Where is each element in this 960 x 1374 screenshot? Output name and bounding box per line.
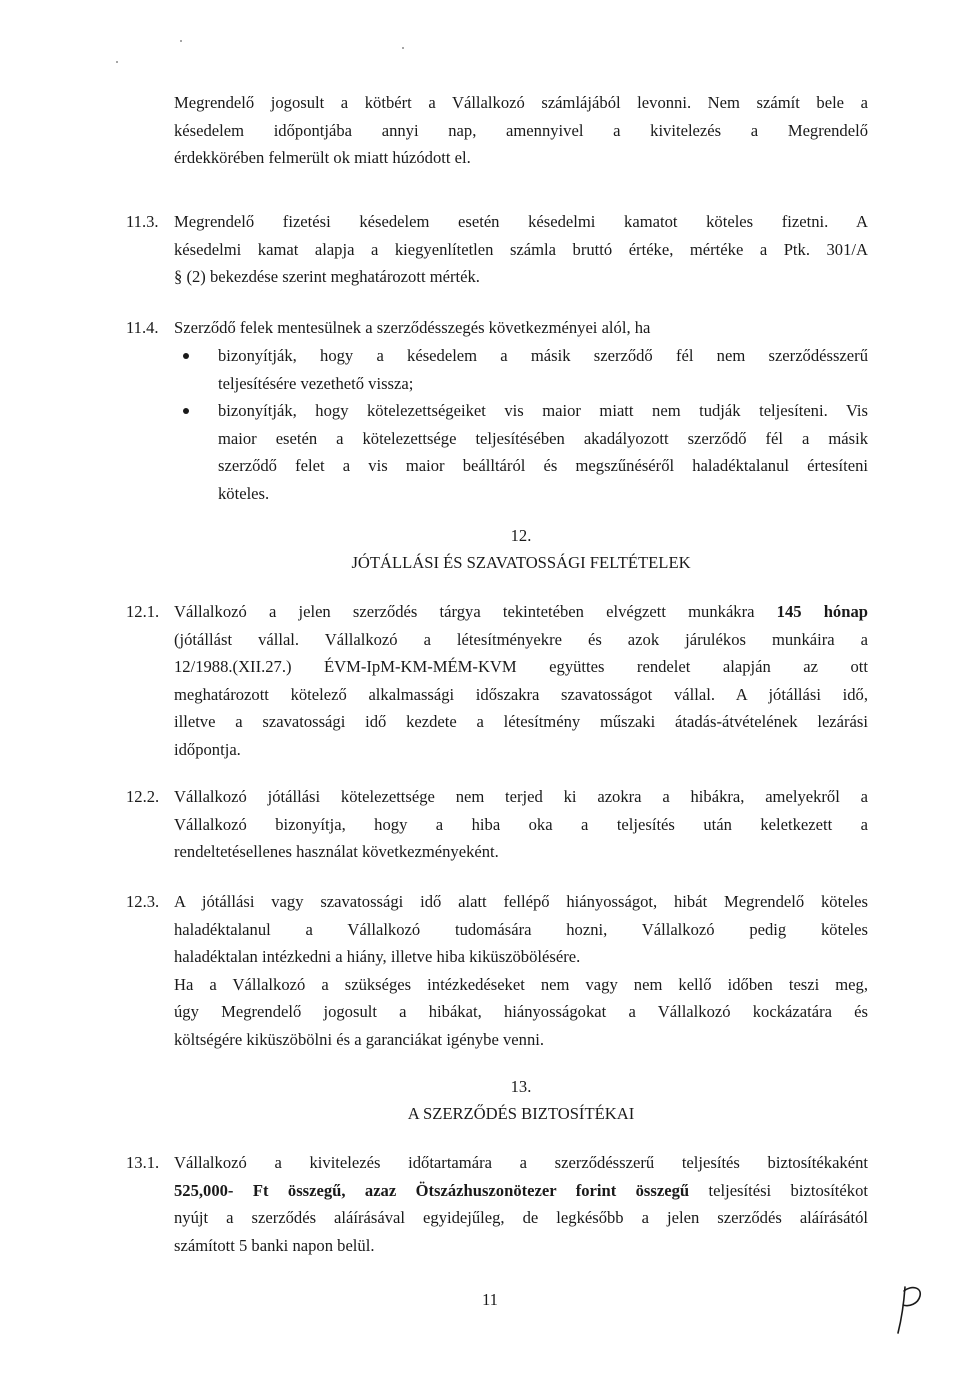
guarantee-amount: 525,000- Ft összegű, azaz Ötszázhuszonötezer forint összegű bbox=[174, 1180, 690, 1200]
clause-line: § (2) bekezdése szerint meghatározott mérték. bbox=[174, 267, 480, 287]
clause-line: 12/1988.(XII.27.) ÉVM-IpM-KM-MÉM-KVM együttes rendelet alapján az ott bbox=[174, 657, 868, 677]
bullet-line: szerződő felet a vis maior beálltáról és megszűnéséről haladéktalanul értesíteni bbox=[218, 456, 868, 476]
bullet-list bbox=[174, 342, 868, 508]
section-title: A SZERZŐDÉS BIZTOSÍTÉKAI bbox=[407, 1104, 635, 1123]
clause-line: késedelmi kamat alapja a kiegyenlítetlen számla bruttó értéke, mértéke a Ptk. 301/A bbox=[174, 239, 868, 259]
signature-initial bbox=[895, 1283, 925, 1335]
clause-body bbox=[174, 598, 868, 764]
section-number: 12. bbox=[510, 526, 532, 545]
clause-line: Vállalkozó a kivitelezés időtartamára a szerződésszerű teljesítés biztosítékaként bbox=[174, 1153, 868, 1172]
bullet-dot-icon bbox=[183, 353, 189, 359]
clause-line: nyújt a szerződés aláírásával egyidejűleg, de legkésőbb a jelen szerződés aláírásától bbox=[174, 1208, 868, 1228]
clause-text: teljesítési biztosítékot bbox=[689, 1180, 868, 1200]
scan-speck bbox=[402, 47, 404, 49]
bullet-item bbox=[174, 342, 868, 397]
clause-line: Vállalkozó bizonyítja, hogy a hiba oka a teljesítés után keletkezett a bbox=[174, 814, 868, 834]
clause-text: Vállalkozó a jelen szerződés tárgya tekintetében elvégzett munkákra bbox=[174, 602, 777, 621]
clause-body bbox=[174, 1149, 868, 1259]
clause-line: költségére kiküszöbölni és a garanciákat igénybe venni. bbox=[174, 1029, 545, 1049]
intro-line: Megrendelő jogosult a kötbért a Vállalkozó számlájából levonni. Nem számít bele a bbox=[174, 93, 868, 112]
clause-line: A jótállási vagy szavatossági idő alatt fellépő hiányosságot, hibát Megrendelő köteles bbox=[174, 892, 868, 911]
clause-line bbox=[174, 1177, 868, 1205]
clause-line: Ha a Vállalkozó a szükséges intézkedéseket nem vagy nem kellő időben teszi meg, bbox=[174, 974, 868, 994]
clause-line: meghatározott kötelező alkalmassági időszakra szavatosságot vállal. A jótállási idő, bbox=[174, 684, 868, 704]
bullet-dot-icon bbox=[183, 408, 189, 414]
clause-body bbox=[174, 208, 868, 291]
clause-line: számított 5 banki napon belül. bbox=[174, 1235, 375, 1255]
clause-body bbox=[174, 783, 868, 866]
intro-paragraph bbox=[174, 89, 868, 172]
clause-number: 12.3. bbox=[126, 892, 160, 911]
clause-line: haladéktalanul a Vállalkozó tudomására hozni, Vállalkozó pedig köteles bbox=[174, 919, 868, 939]
section-number: 13. bbox=[510, 1077, 532, 1096]
scan-speck bbox=[180, 40, 182, 42]
clause-line: Megrendelő fizetési késedelem esetén késedelmi kamatot köteles fizetni. A bbox=[174, 212, 868, 231]
intro-line: késedelem időpontjába annyi nap, amennyivel a kivitelezés a Megrendelő bbox=[174, 120, 868, 140]
clause-number: 12.1. bbox=[126, 602, 160, 621]
clause-line: illetve a szavatossági idő kezdete a létesítmény műszaki átadás-átvételének lezárási bbox=[174, 712, 868, 732]
bullet-line: teljesítésére vezethető vissza; bbox=[218, 373, 414, 393]
clause-line: Vállalkozó jótállási kötelezettsége nem terjed ki azokra a hibákra, amelyekről a bbox=[174, 787, 868, 806]
bullet-line: bizonyítják, hogy kötelezettségeiket vis maior miatt nem tudják teljesíteni. Vis bbox=[218, 401, 868, 421]
clause-number: 12.2. bbox=[126, 787, 160, 806]
clause-number: 11.4. bbox=[126, 318, 159, 337]
clause-number: 11.3. bbox=[126, 212, 159, 231]
bullet-line: köteles. bbox=[218, 483, 270, 503]
bullet-line: maior esetén a kötelezettsége teljesítésében akadályozott szerződő fél a másik bbox=[218, 428, 868, 448]
clause-line bbox=[174, 598, 868, 626]
clause-line: (jótállást vállal. Vállalkozó a létesítményekre és azok járulékos munkáira a bbox=[174, 629, 868, 649]
clause-line: haladéktalan intézkedni a hiány, illetve hiba kiküszöbölésére. bbox=[174, 947, 581, 967]
clause-line: időpontja. bbox=[174, 739, 241, 759]
clause-body bbox=[174, 888, 868, 1054]
intro-line: érdekkörében felmerült ok miatt húzódott el. bbox=[174, 148, 471, 168]
clause-line: rendeltetésellenes használat következményeként. bbox=[174, 842, 499, 862]
section-title: JÓTÁLLÁSI ÉS SZAVATOSSÁGI FELTÉTELEK bbox=[351, 553, 691, 572]
clause-body bbox=[174, 314, 868, 342]
bullet-line: bizonyítják, hogy a késedelem a másik szerződő fél nem szerződésszerű bbox=[218, 346, 868, 365]
clause-line: úgy Megrendelő jogosult a hibákat, hiányosságokat a Vállalkozó kockázatára és bbox=[174, 1002, 868, 1022]
warranty-period: 145 hónap bbox=[776, 602, 868, 621]
page-number: 11 bbox=[482, 1290, 498, 1309]
bullet-item bbox=[174, 397, 868, 507]
clause-number: 13.1. bbox=[126, 1153, 160, 1172]
scan-speck bbox=[116, 61, 118, 63]
clause-lead: Szerződő felek mentesülnek a szerződésszegés következményei alól, ha bbox=[174, 318, 651, 337]
